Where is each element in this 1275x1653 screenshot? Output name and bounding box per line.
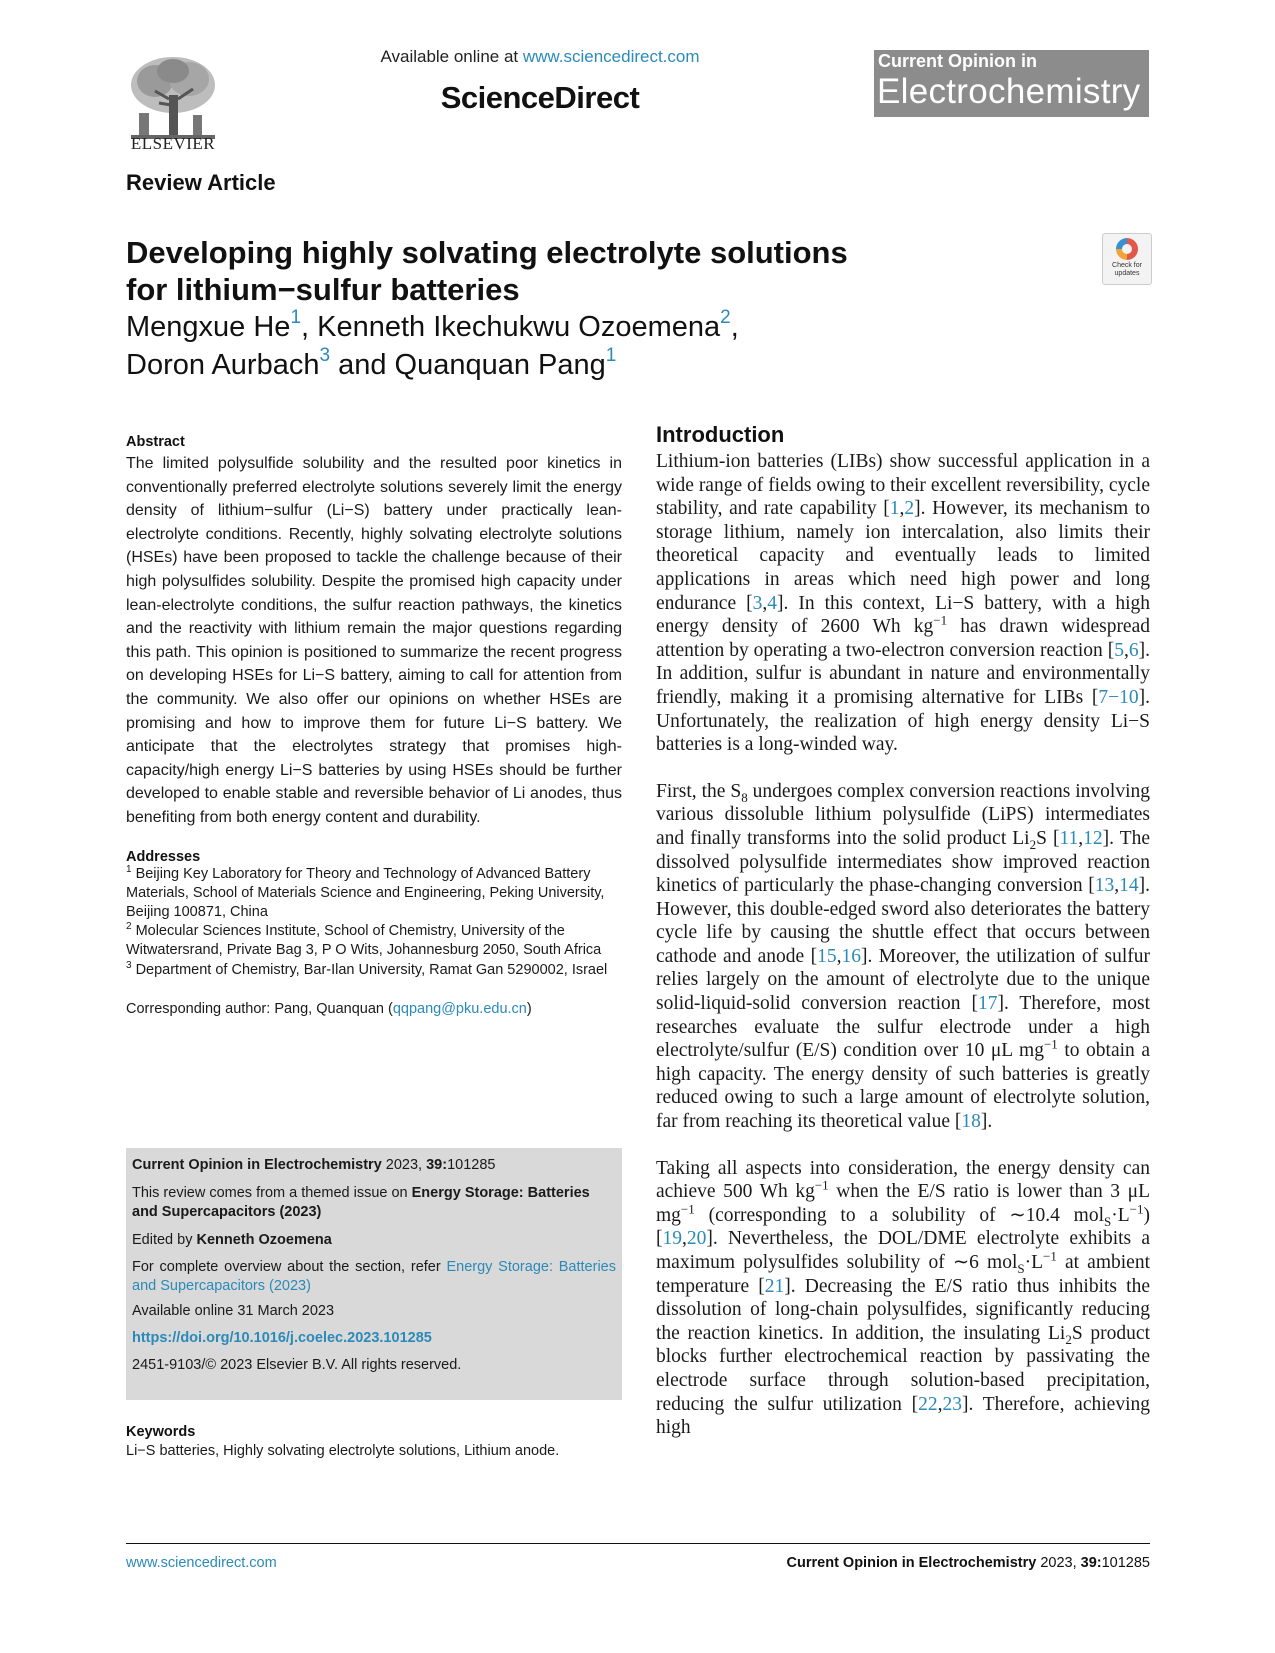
address-item: $^3$ Department of Chemistry, Bar-Ilan University, Ramat Gan 5290002, Israel — [126, 959, 608, 978]
footer-sciencedirect-link[interactable]: www.sciencedirect.com — [126, 1555, 277, 1571]
superscript: −1 — [933, 612, 948, 628]
author-name: Kenneth Ikechukwu Ozoemena — [317, 311, 721, 343]
doi-link[interactable]: https://doi.org/10.1016/j.coelec.2023.101285 — [132, 1330, 432, 1346]
title-line-2: for lithium−sulfur batteries — [126, 272, 520, 307]
subscript: S — [1017, 1260, 1025, 1276]
reference-link[interactable]: 19 — [662, 1228, 682, 1250]
journal-banner-line1: Current Opinion in — [878, 51, 1037, 71]
keywords-section — [126, 1423, 622, 1461]
sciencedirect-wordmark: ScienceDirect — [440, 80, 640, 115]
paragraph-text: ]. Nevertheless, the DOL/DME electrolyte exhibits a maximum polysulfides solubility of ∼6 mol — [656, 1228, 1150, 1273]
reference-link[interactable]: 23 — [942, 1393, 962, 1415]
reference-link[interactable]: 5 — [1114, 639, 1124, 661]
info-copyright: 2451-9103/© 2023 Elsevier B.V. All rights reserved. — [132, 1357, 462, 1373]
reference-link[interactable]: 3 — [752, 592, 763, 614]
paragraph-text: ]. The dissolved polysulfide intermediates show improved reaction kinetics of particularly the phase-changing conversion [ — [656, 827, 1150, 897]
left-column — [126, 434, 622, 1019]
reference-link[interactable]: 4 — [767, 592, 777, 614]
info-editor: Edited by Kenneth Ozoemena — [132, 1232, 332, 1248]
reference-link[interactable]: 20 — [686, 1228, 707, 1250]
reference-link[interactable]: 15 — [817, 945, 837, 967]
info-available-date: Available online 31 March 2023 — [132, 1303, 335, 1319]
author-name: Mengxue He — [126, 311, 291, 343]
subscript: 8 — [741, 789, 748, 805]
paragraph-text: ·L — [1024, 1252, 1044, 1273]
keywords-text: Li−S batteries, Highly solvating electrolyte solutions, Lithium anode. — [126, 1443, 560, 1459]
subscript: S — [1104, 1213, 1112, 1229]
reference-link[interactable]: 18 — [961, 1111, 981, 1133]
info-overview: For complete overview about the section, refer Energy Storage: Batteries and Supercapacitors (2023) — [132, 1259, 616, 1294]
paragraph-text: at ambient temperature [ — [656, 1252, 1150, 1297]
paragraph-text: undergoes complex conversion reactions involving various dissoluble lithium polysulfide (LiPS) intermediates and finally transforms into the solid product Li — [656, 780, 1150, 849]
paragraph-text: ]. Unfortunately, the realization of high energy density Li−S batteries is a long-winded way. — [656, 686, 1150, 756]
paragraph-text: ]. — [980, 1111, 993, 1133]
author-name: Doron Aurbach — [126, 349, 320, 381]
paragraph-text: , — [899, 498, 905, 520]
update-badge-icon — [1116, 238, 1138, 260]
paragraph-text: ) [ — [656, 1204, 1150, 1250]
paragraph-text: , — [1078, 827, 1084, 849]
info-doi — [132, 1329, 616, 1348]
reference-link[interactable]: 22 — [918, 1393, 938, 1415]
paragraph-text: when the E/S ratio is lower than 3 μL mg — [656, 1181, 1150, 1226]
superscript: −1 — [1129, 1201, 1144, 1217]
footer-divider — [126, 1543, 1150, 1544]
paragraph-text: ]. Therefore, achieving high — [656, 1393, 1150, 1439]
addresses-heading: Addresses — [126, 848, 201, 865]
address-item: $^1$ Beijing Key Laboratory for Theory and Technology of Advanced Battery Materials, School of Materials Science and Engineering, Peking University, Beijing 100871, China — [126, 863, 605, 920]
paragraph-text: ]. Therefore, most researches evaluate the sulfur electrode under a high electrolyte/sulfur (E/S) condition over 10 μL mg — [656, 993, 1150, 1062]
section-overview-link[interactable]: Energy Storage: Batteries and Supercapacitors (2023) — [132, 1259, 616, 1294]
check-for-updates-button[interactable] — [1102, 233, 1152, 285]
paragraph-text: has drawn widespread attention by operating a two-electron conversion reaction [ — [656, 616, 1150, 661]
article-title — [126, 234, 946, 308]
subscript: 2 — [1065, 1331, 1072, 1347]
paragraph-text: Lithium-ion batteries (LIBs) show successful application in a wide range of fields owing to their excellent reversibility, cycle stability, and rate capability [ — [656, 451, 1150, 520]
paragraph-text: , — [836, 945, 842, 967]
introduction-paragraph — [656, 450, 1150, 757]
title-line-1: Developing highly solvating electrolyte solutions — [126, 235, 848, 270]
paragraph-text: S product blocks further electrochemical reaction by passivating the electrode surface through solution-based precipitation, reducing the sulfur utilization [ — [656, 1322, 1150, 1415]
superscript: −1 — [1043, 1248, 1057, 1264]
paragraph-text: , — [1114, 875, 1120, 897]
paragraph-text: , — [762, 592, 768, 614]
introduction-heading: Introduction — [656, 422, 785, 447]
paragraph-text: ]. Decreasing the E/S ratio thus inhibits the dissolution of long-chain polysulfides, significantly reducing the reaction kinetics. In addition, the insulating Li — [656, 1275, 1150, 1344]
address-item: $^2$ Molecular Sciences Institute, School of Chemistry, University of the Witwatersrand, Private Bag 3, P O Wits, Johannesburg 2050, South Africa — [126, 921, 602, 959]
author-affiliation-link[interactable]: 3 — [319, 345, 331, 366]
reference-link[interactable]: 17 — [977, 993, 998, 1015]
paragraph-text: ]. However, its mechanism to storage lithium, namely ion intercalation, also limits their theoretical capacity and eventually leads to limited applications in areas which need high power and long endurance [ — [656, 498, 1150, 614]
paragraph-text: ]. In addition, sulfur is abundant in nature and environmentally friendly, making it a promising alternative for LIBs [ — [656, 639, 1150, 708]
author-affiliation-link[interactable]: 1 — [605, 345, 617, 366]
author-list: Mengxue He$^1$, Kenneth Ikechukwu Ozoemena$^2$, Doron Aurbach$^3$ and Quanquan Pang$^1$ — [126, 307, 739, 381]
keywords-heading: Keywords — [126, 1424, 196, 1440]
footer-citation: Current Opinion in Electrochemistry 2023, 39:101285 — [786, 1555, 1150, 1571]
paragraph-text: , — [1124, 639, 1129, 661]
introduction-paragraph — [656, 780, 1150, 1134]
paragraph-text: ]. Moreover, the utilization of sulfur relies largely on the amount of electrolyte due to the unique solid-liquid-solid conversion reaction [ — [656, 945, 1150, 1015]
corresponding-email-link[interactable]: qqpang@pku.edu.cn — [392, 1000, 527, 1017]
superscript: −1 — [1043, 1036, 1058, 1052]
paragraph-text: , — [682, 1228, 687, 1250]
paragraph-text: , — [937, 1393, 943, 1415]
article-type: Review Article — [126, 170, 276, 195]
paragraph-text: S [ — [1036, 827, 1060, 849]
reference-link[interactable]: 16 — [841, 945, 861, 967]
reference-link[interactable]: 12 — [1083, 827, 1103, 849]
corresponding-author: Corresponding author: Pang, Quanquan (qqpang@pku.edu.cn) — [126, 1000, 532, 1017]
reference-link[interactable]: 21 — [764, 1275, 785, 1297]
sciencedirect-link[interactable]: www.sciencedirect.com — [522, 47, 700, 66]
reference-link[interactable]: 6 — [1128, 639, 1139, 661]
abstract-text: The limited polysulfide solubility and the resulted poor kinetics in conventionally preferred electrolyte solutions severely limit the energy density of lithium−sulfur (Li−S) battery under practically lean-electrolyte conditions. Recently, highly solvating electrolyte solutions (HSEs) have been proposed to tackle the challenge because of their high polysulfides solubility. Despite the promised high capacity under lean-electrolyte conditions, the sulfur reaction pathways, the kinetics and the reactivity with lithium remain the major questions regarding this path. This opinion is positioned to summarize the recent progress on developing HSEs for Li−S battery, aiming to call for attention from the community. We also offer our opinions on whether HSEs are promising and how to improve them for future Li−S battery. We anticipate that the electrolytes strategy that promises high-capacity/high energy Li−S batteries by using HSEs should be further developed to enable stable and reversible behavior of Li anodes, thus benefiting from both energy content and durability. — [126, 455, 622, 826]
reference-link[interactable]: 2 — [904, 498, 915, 520]
paragraph-text: ]. In this context, Li−S battery, with a high energy density of 2600 Wh kg — [656, 592, 1151, 638]
availability-prefix: Available online at — [380, 47, 523, 66]
reference-link[interactable]: 7−10 — [1098, 686, 1139, 708]
publisher-name: ELSEVIER — [130, 134, 216, 153]
paragraph-text: ·L — [1111, 1204, 1130, 1226]
introduction-paragraph — [656, 1157, 1150, 1440]
availability-line — [340, 47, 740, 67]
paragraph-text: First, the S — [656, 780, 742, 802]
journal-banner — [874, 50, 1149, 117]
paragraph-text: to obtain a high capacity. The energy density of such batteries is greatly reduced owing to such a large amount of electrolyte solution, far from reaching its theoretical value [ — [656, 1040, 1150, 1133]
superscript: −1 — [680, 1201, 695, 1217]
author-affiliation-link[interactable]: 2 — [720, 307, 731, 328]
introduction-body — [656, 450, 1150, 1440]
journal-banner-line2: Electrochemistry — [877, 72, 1141, 111]
reference-link[interactable]: 14 — [1119, 875, 1139, 897]
author-name: Quanquan Pang — [394, 349, 606, 381]
author-affiliation-link[interactable]: 1 — [290, 307, 302, 328]
abstract-heading: Abstract — [126, 434, 185, 450]
info-themed-issue: This review comes from a themed issue on Energy Storage: Batteries and Supercapacitors (2023) — [132, 1185, 590, 1220]
article-info-box — [126, 1148, 622, 1400]
reference-link[interactable]: 11 — [1059, 827, 1079, 849]
paragraph-text: Taking all aspects into consideration, the energy density can achieve 500 Wh kg — [656, 1157, 1150, 1203]
right-column — [656, 422, 1150, 1463]
reference-link[interactable]: 1 — [889, 498, 900, 520]
info-journal: Current Opinion in Electrochemistry 2023, 39:101285 — [132, 1157, 496, 1173]
subscript: 2 — [1029, 836, 1037, 852]
reference-link[interactable]: 13 — [1094, 875, 1115, 897]
check-for-updates-label: Check for updates — [1112, 262, 1142, 277]
paragraph-text: ]. However, this double-edged sword also deteriorates the battery cycle life by causing the shuttle effect that occurs between cathode and anode [ — [656, 875, 1150, 967]
paragraph-text: (corresponding to a solubility of ∼10.4 mol — [694, 1204, 1105, 1226]
superscript: −1 — [814, 1177, 829, 1193]
